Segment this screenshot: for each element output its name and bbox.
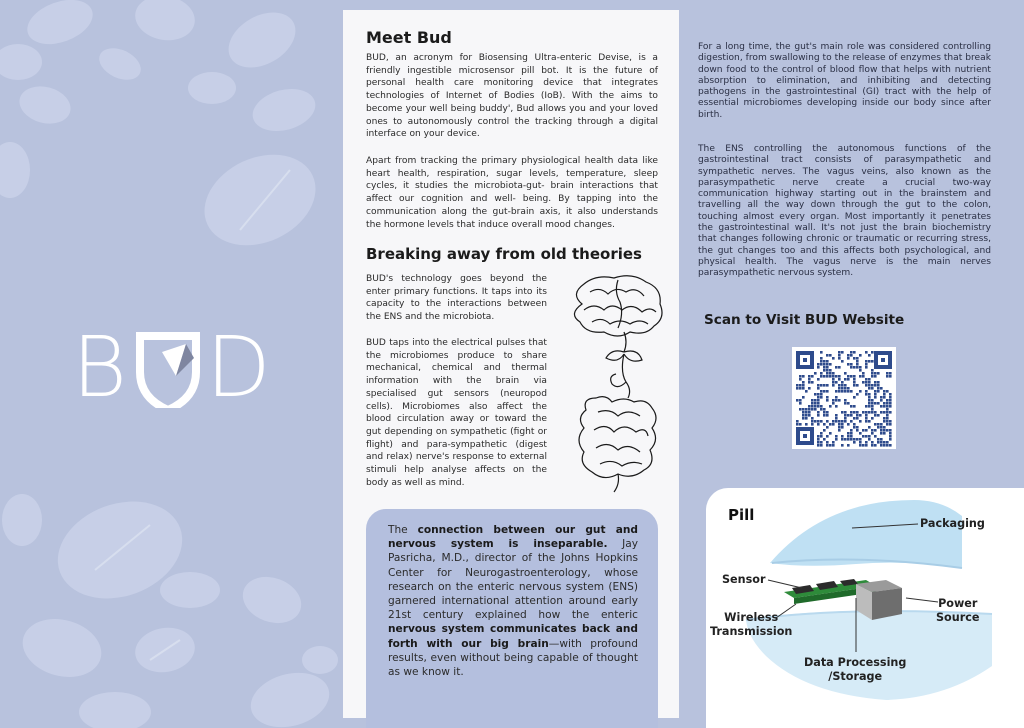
data-processing-label: Data Processing /Storage — [804, 656, 907, 683]
logo-letter-b: B — [72, 318, 128, 408]
pill-top-shell — [770, 500, 962, 568]
shield-icon — [140, 336, 196, 408]
quote-text — [388, 523, 638, 679]
quote-text-ending: —with profound results, even without being capable of thought as we know it. — [388, 637, 638, 679]
quote-text-intro: The — [388, 524, 418, 536]
quote-text-body: Jay Pasricha, M.D., director of the Johns Hopkins Center for Neurogastroenterology, whose research on the enteric nervous system (ENS) garnered international attention around early 21st century explained how the enteric — [388, 538, 638, 622]
meet-bud-paragraph-1: BUD, an acronym for Biosensing Ultra-enteric Devise, is a friendly ingestible microsensor pill bot. It is the future of personal health care monitoring device that integrates technologies of Internet of Bodies (IoB). With the aims to become your well being buddy', Bud allows you and your loved ones to autonomously control the tracking through a digital interface on your device. — [366, 53, 658, 140]
ens-paragraph: The ENS controlling the autonomous functions of the gastrointestinal tract consists of parasympathetic and sympathetic nerves. The vagus veins, also known as the parasympathetic nerve create a crucial two-way communication highway starting out in the brainstem and travelling all the way down through the gut to the colon, touching almost every organ. Most importantly it penetrates the gastrointestinal wall. It's not just the brain biochemistry that changes following chronic or traumatic or recurring stress, the gut changes too and this affects both psychological, and physical health. The vagus nerve is the main nerves parasympathetic nervous system. — [698, 144, 991, 279]
quote-emphasis-2: nervous system communicates back and forth with our big brain — [388, 623, 638, 650]
packaging-label: Packaging — [920, 517, 985, 530]
bud-logo — [72, 318, 292, 408]
power-source-label: Power Source — [936, 597, 980, 624]
meet-bud-heading: Meet Bud — [366, 28, 452, 47]
battery-block — [856, 580, 902, 620]
brain-gut-illustration — [562, 272, 672, 494]
qr-code[interactable] — [792, 347, 896, 449]
theories-paragraph-2: BUD taps into the electrical pulses that the microbiomes produce to share mechanical, chemical and thermal information with the brain via specialised gut sensors (neuropod cells). Microbiomes also affect the blood circulation away or toward the gut depending on sympathetic (fight or flight) and para-sympathetic (digest and relax) nerve's response to external stimuli help analyse affects on the body as well as mind. — [366, 338, 547, 488]
pill-title: Pill — [728, 506, 755, 524]
wireless-transmission-label: Wireless Transmission — [710, 611, 793, 638]
meet-bud-paragraph-2: Apart from tracking the primary physiological health data like heart health, respiration, sugar levels, temperature, sleep cycles, it studies the microbiota-gut- brain interactions that affect our cognition and well- being. By tapping into the communication along the gut-brain axis, it also understands the hormone levels that induce overall mood changes. — [366, 156, 658, 230]
scan-heading: Scan to Visit BUD Website — [704, 312, 905, 328]
theories-paragraph-1: BUD's technology goes beyond the enter primary functions. It taps into its capacity to the interactions between the ENS and the microbiota. — [366, 274, 547, 323]
sensor-label: Sensor — [722, 573, 766, 586]
logo-letter-d: D — [206, 318, 271, 408]
theories-heading: Breaking away from old theories — [366, 245, 642, 263]
gut-role-paragraph: For a long time, the gut's main role was considered controlling digestion, from swallowing to the release of enzymes that break down food to the control of blood flow that helps with nutrient absorption to elimination, and inhibiting and detecting pathogens in the gastrointestinal (GI) tract with the help of essential microbiomes developing inside our body since after birth. — [698, 42, 991, 120]
quote-emphasis-1: connection between our gut and nervous system is inseparable. — [388, 524, 638, 551]
